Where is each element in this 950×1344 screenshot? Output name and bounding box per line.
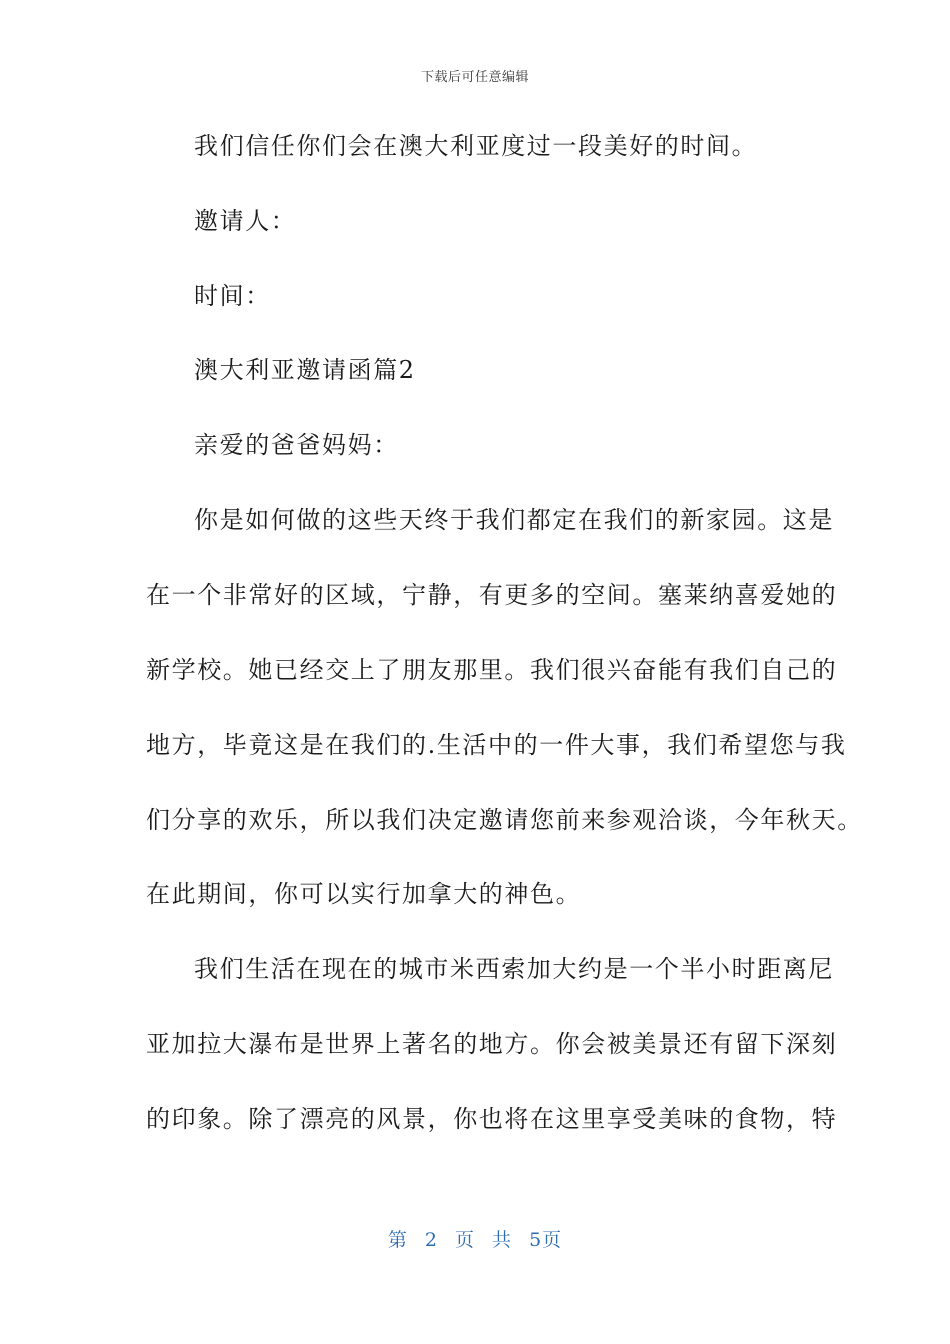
body-line: 我们生活在现在的城市米西索加大约是一个半小时距离尼: [194, 955, 834, 983]
salutation: 亲爱的爸爸妈妈：: [194, 431, 399, 459]
header-note: 下载后可任意编辑: [420, 70, 529, 85]
body-line: 地方，毕竟这是在我们的.生活中的一件大事，我们希望您与我: [146, 731, 847, 759]
section-heading: 澳大利亚邀请函篇2: [194, 356, 416, 384]
body-line: 时间：: [194, 282, 271, 310]
body-line: 在一个非常好的区域，宁静，有更多的空间。塞莱纳喜爱她的: [146, 581, 838, 609]
body-line: 在此期间，你可以实行加拿大的神色。: [146, 880, 582, 908]
body-line: 的印象。除了漂亮的风景，你也将在这里享受美味的食物，特: [146, 1105, 838, 1133]
body-line: 你是如何做的这些天终于我们都定在我们的新家园。这是: [194, 506, 834, 534]
body-line: 邀请人：: [194, 207, 297, 235]
body-line: 亚加拉大瀑布是世界上著名的地方。你会被美景还有留下深刻: [146, 1030, 838, 1058]
body-line: 我们信任你们会在澳大利亚度过一段美好的时间。: [194, 132, 758, 160]
body-line: 新学校。她已经交上了朋友那里。我们很兴奋能有我们自己的: [146, 656, 838, 684]
page-number: 第 2 页 共 5页: [387, 1229, 563, 1251]
body-line: 们分享的欢乐，所以我们决定邀请您前来参观洽谈，今年秋天。: [146, 806, 863, 834]
